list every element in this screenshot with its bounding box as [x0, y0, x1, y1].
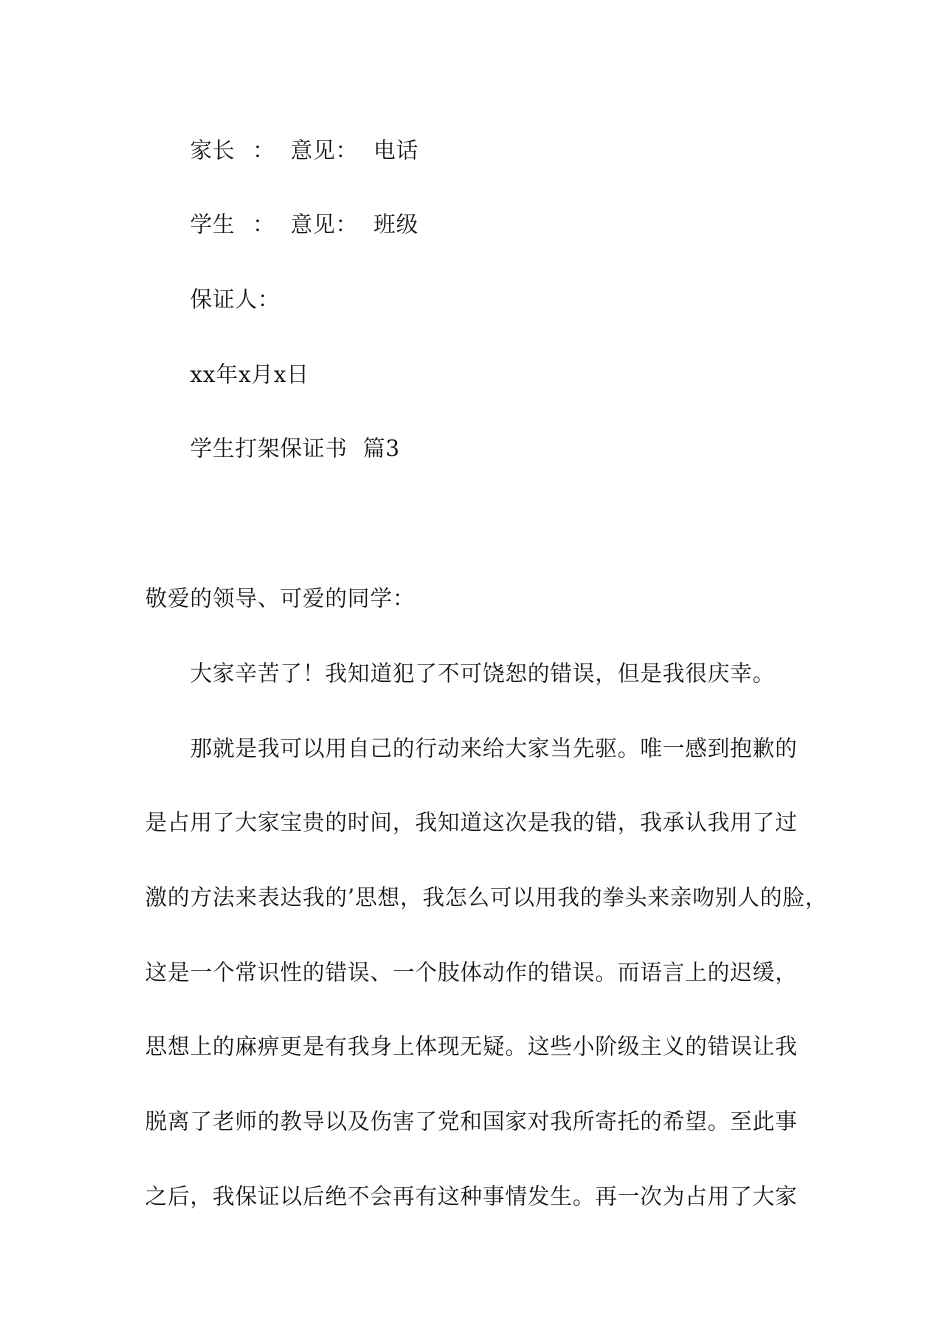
- paragraph-line: 那就是我可以用自己的行动来给大家当先驱。唯一感到抱歉的: [190, 737, 798, 762]
- paragraph-line: 是占用了大家宝贵的时间，我知道这次是我的错，我承认我用了过: [145, 811, 798, 836]
- section-heading: 学生打架保证书: [190, 437, 348, 462]
- parent-opinion-row: [190, 138, 419, 166]
- date-text: xx年x月x日: [190, 363, 310, 388]
- student-opinion-row: [190, 212, 419, 240]
- letter-salutation: 敬爱的领导、可爱的同学：: [145, 587, 416, 612]
- parent-opinion-label: 意见：: [290, 139, 359, 164]
- paragraph-line: 之后，我保证以后绝不会再有这种事情发生。再一次为占用了大家: [145, 1185, 798, 1210]
- class-label: 班级: [373, 213, 419, 238]
- phone-label: 电话: [373, 139, 419, 164]
- student-label: 学生: [190, 213, 236, 238]
- paragraph-line: 这是一个常识性的错误、一个肢体动作的错误。而语言上的迟缓，: [145, 961, 798, 986]
- student-opinion-label: 意见：: [290, 213, 359, 238]
- parent-label: 家长: [190, 139, 236, 164]
- paragraph-line: 大家辛苦了！我知道犯了不可饶恕的错误，但是我很庆幸。: [190, 662, 776, 687]
- section-heading-row: [190, 436, 400, 464]
- parent-colon: ：: [252, 139, 276, 164]
- student-colon: ：: [252, 213, 276, 238]
- section-part: 篇3: [363, 437, 401, 462]
- paragraph-line: 激的方法来表达我的’思想，我怎么可以用我的拳头来亲吻别人的脸，: [145, 886, 828, 911]
- paragraph-line: 思想上的麻痹更是有我身上体现无疑。这些小阶级主义的错误让我: [145, 1035, 798, 1060]
- guarantor-label: 保证人：: [190, 288, 281, 313]
- paragraph-line: 脱离了老师的教导以及伤害了党和国家对我所寄托的希望。至此事: [145, 1110, 798, 1135]
